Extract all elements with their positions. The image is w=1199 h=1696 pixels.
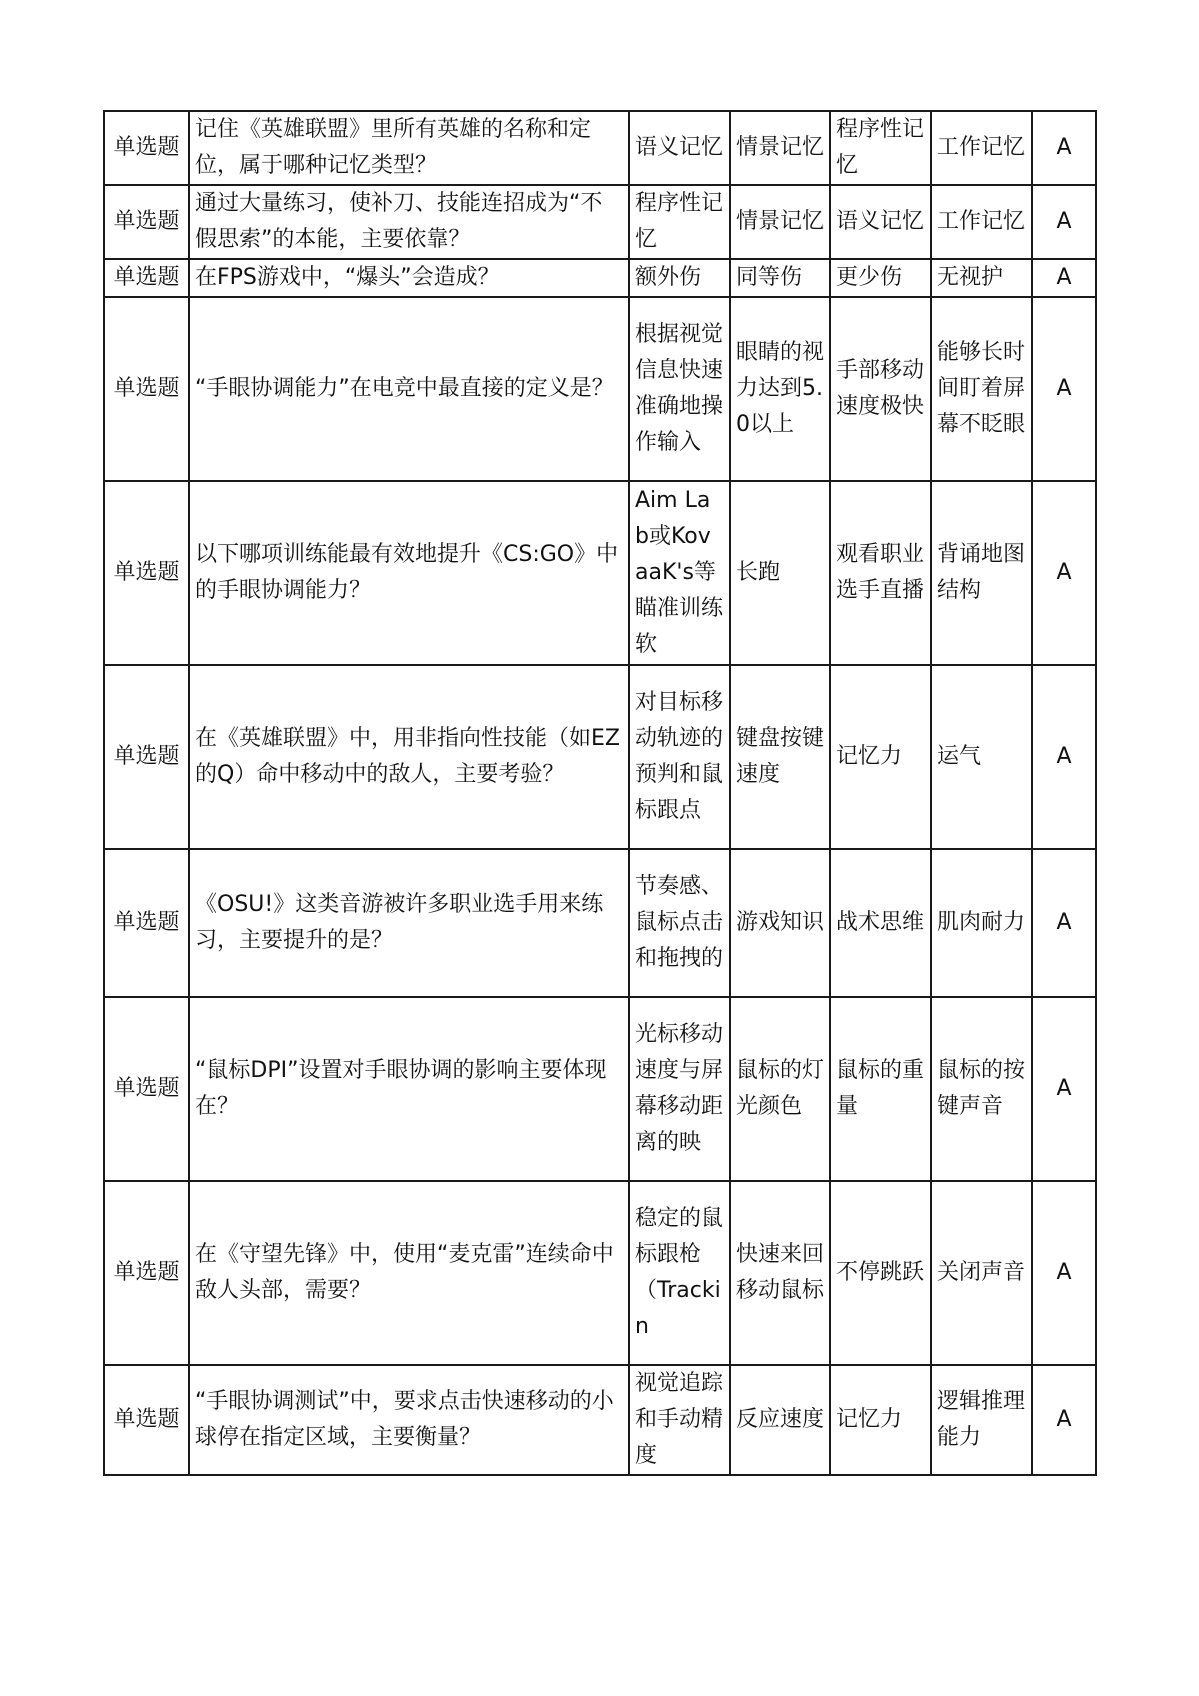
option-c-cell <box>830 185 931 259</box>
question-text-cell: 记住《英雄联盟》里所有英雄的名称和定位，属于哪种记忆类型？ <box>189 111 629 185</box>
option-a-cell-text: 视觉追踪和手动精度 <box>635 1371 724 1468</box>
option-c-cell-text: 战术思维 <box>836 910 925 935</box>
option-b-cell-text: 游戏知识 <box>736 910 824 935</box>
option-b-cell-text: 长跑 <box>736 560 781 585</box>
option-a-cell <box>629 849 730 997</box>
option-a-cell <box>629 1365 730 1475</box>
option-d-cell-text: 逻辑推理能力 <box>937 1389 1026 1450</box>
option-c-cell <box>830 111 931 185</box>
option-a-cell-text: 对目标移动轨迹的预判和鼠标跟点 <box>635 690 724 823</box>
option-c-cell-text: 记忆力 <box>836 744 903 769</box>
question-text-cell: “手眼协调测试”中，要求点击快速移动的小球停在指定区域，主要衡量？ <box>189 1365 629 1475</box>
option-b-cell <box>730 185 830 259</box>
option-d-cell <box>931 849 1032 997</box>
option-b-cell <box>730 297 830 481</box>
option-b-cell <box>730 849 830 997</box>
option-d-cell <box>931 297 1032 481</box>
option-d-cell <box>931 1365 1032 1475</box>
option-c-cell <box>830 259 931 297</box>
question-type-cell: 单选题 <box>104 111 189 185</box>
question-type-cell: 单选题 <box>104 665 189 849</box>
table-row <box>104 297 1096 481</box>
option-c-cell <box>830 997 931 1181</box>
option-b-cell <box>730 259 830 297</box>
option-a-cell-text: 节奏感、鼠标点击和拖拽的 <box>635 874 724 971</box>
option-a-cell-text: 语义记忆 <box>635 135 724 160</box>
table-row <box>104 1181 1096 1365</box>
option-d-cell-text: 关闭声音 <box>937 1260 1026 1285</box>
option-d-cell <box>931 665 1032 849</box>
answer-cell: A <box>1032 849 1096 997</box>
option-a-cell <box>629 665 730 849</box>
option-b-cell <box>730 1365 830 1475</box>
option-c-cell-text: 手部移动速度极快 <box>836 358 925 419</box>
table-row <box>104 665 1096 849</box>
option-a-cell <box>629 481 730 665</box>
option-a-cell-text: Aim Lab或KovaaK's等瞄准训练软 <box>635 488 724 657</box>
option-b-cell <box>730 997 830 1181</box>
answer-cell: A <box>1032 111 1096 185</box>
option-c-cell-text: 观看职业选手直播 <box>836 542 925 603</box>
option-b-cell-text: 情景记忆 <box>736 209 824 234</box>
answer-cell: A <box>1032 481 1096 665</box>
option-d-cell-text: 工作记忆 <box>937 135 1026 160</box>
option-d-cell-text: 运气 <box>937 744 982 769</box>
answer-cell: A <box>1032 1181 1096 1365</box>
table-row <box>104 259 1096 297</box>
option-a-cell <box>629 997 730 1181</box>
option-a-cell-text: 额外伤 <box>635 265 702 290</box>
option-c-cell <box>830 481 931 665</box>
option-c-cell-text: 程序性记忆 <box>836 117 925 178</box>
option-a-cell-text: 光标移动速度与屏幕移动距离的映 <box>635 1022 724 1155</box>
answer-cell: A <box>1032 1365 1096 1475</box>
option-c-cell-text: 不停跳跃 <box>836 1260 925 1285</box>
question-type-cell: 单选题 <box>104 259 189 297</box>
answer-cell: A <box>1032 185 1096 259</box>
question-type-cell: 单选题 <box>104 481 189 665</box>
option-d-cell <box>931 997 1032 1181</box>
question-text-cell: 在《守望先锋》中，使用“麦克雷”连续命中敌人头部，需要？ <box>189 1181 629 1365</box>
option-a-cell <box>629 111 730 185</box>
option-b-cell <box>730 111 830 185</box>
option-d-cell-text: 能够长时间盯着屏幕不眨眼 <box>937 340 1026 437</box>
option-a-cell <box>629 259 730 297</box>
option-d-cell <box>931 185 1032 259</box>
answer-cell: A <box>1032 259 1096 297</box>
option-b-cell-text: 反应速度 <box>736 1407 824 1432</box>
question-text-cell: 通过大量练习，使补刀、技能连招成为“不假思索”的本能，主要依靠？ <box>189 185 629 259</box>
option-b-cell-text: 鼠标的灯光颜色 <box>736 1058 824 1119</box>
question-type-cell: 单选题 <box>104 185 189 259</box>
question-type-cell: 单选题 <box>104 297 189 481</box>
option-c-cell-text: 鼠标的重量 <box>836 1058 925 1119</box>
answer-cell: A <box>1032 997 1096 1181</box>
option-c-cell <box>830 297 931 481</box>
option-b-cell-text: 情景记忆 <box>736 135 824 160</box>
table-row <box>104 185 1096 259</box>
option-b-cell <box>730 1181 830 1365</box>
option-d-cell <box>931 111 1032 185</box>
option-d-cell-text: 无视护 <box>937 265 1004 290</box>
table-row <box>104 997 1096 1181</box>
table-row <box>104 1365 1096 1475</box>
quiz-table-body <box>104 111 1096 1475</box>
option-b-cell-text: 快速来回移动鼠标 <box>736 1242 824 1303</box>
question-type-cell: 单选题 <box>104 997 189 1181</box>
quiz-table <box>103 110 1097 1476</box>
option-d-cell-text: 工作记忆 <box>937 209 1026 234</box>
option-d-cell-text: 背诵地图结构 <box>937 542 1026 603</box>
option-a-cell <box>629 185 730 259</box>
option-c-cell <box>830 1181 931 1365</box>
option-c-cell-text: 记忆力 <box>836 1407 903 1432</box>
answer-cell: A <box>1032 665 1096 849</box>
question-type-cell: 单选题 <box>104 849 189 997</box>
question-text-cell: 在《英雄联盟》中，用非指向性技能（如EZ的Q）命中移动中的敌人，主要考验？ <box>189 665 629 849</box>
question-type-cell: 单选题 <box>104 1365 189 1475</box>
option-b-cell <box>730 665 830 849</box>
table-row <box>104 849 1096 997</box>
option-b-cell-text: 同等伤 <box>736 265 803 290</box>
option-a-cell <box>629 297 730 481</box>
question-type-cell: 单选题 <box>104 1181 189 1365</box>
option-b-cell <box>730 481 830 665</box>
option-a-cell-text: 根据视觉信息快速准确地操作输入 <box>635 322 724 455</box>
question-text-cell: “鼠标DPI”设置对手眼协调的影响主要体现在？ <box>189 997 629 1181</box>
option-a-cell <box>629 1181 730 1365</box>
option-d-cell-text: 肌肉耐力 <box>937 910 1026 935</box>
option-c-cell <box>830 1365 931 1475</box>
table-row <box>104 111 1096 185</box>
option-d-cell <box>931 259 1032 297</box>
option-c-cell <box>830 849 931 997</box>
table-row <box>104 481 1096 665</box>
option-a-cell-text: 程序性记忆 <box>635 191 724 252</box>
option-b-cell-text: 键盘按键速度 <box>736 726 824 787</box>
question-text-cell: “手眼协调能力”在电竞中最直接的定义是？ <box>189 297 629 481</box>
question-text-cell: 在FPS游戏中，“爆头”会造成？ <box>189 259 629 297</box>
option-d-cell <box>931 481 1032 665</box>
option-a-cell-text: 稳定的鼠标跟枪（Trackin <box>635 1206 724 1339</box>
question-text-cell: 以下哪项训练能最有效地提升《CS:GO》中的手眼协调能力？ <box>189 481 629 665</box>
option-c-cell <box>830 665 931 849</box>
option-b-cell-text: 眼睛的视力达到5.0以上 <box>736 340 824 437</box>
question-text-cell: 《OSU!》这类音游被许多职业选手用来练习，主要提升的是？ <box>189 849 629 997</box>
answer-cell: A <box>1032 297 1096 481</box>
option-c-cell-text: 语义记忆 <box>836 209 925 234</box>
option-d-cell-text: 鼠标的按键声音 <box>937 1058 1026 1119</box>
option-d-cell <box>931 1181 1032 1365</box>
option-c-cell-text: 更少伤 <box>836 265 903 290</box>
